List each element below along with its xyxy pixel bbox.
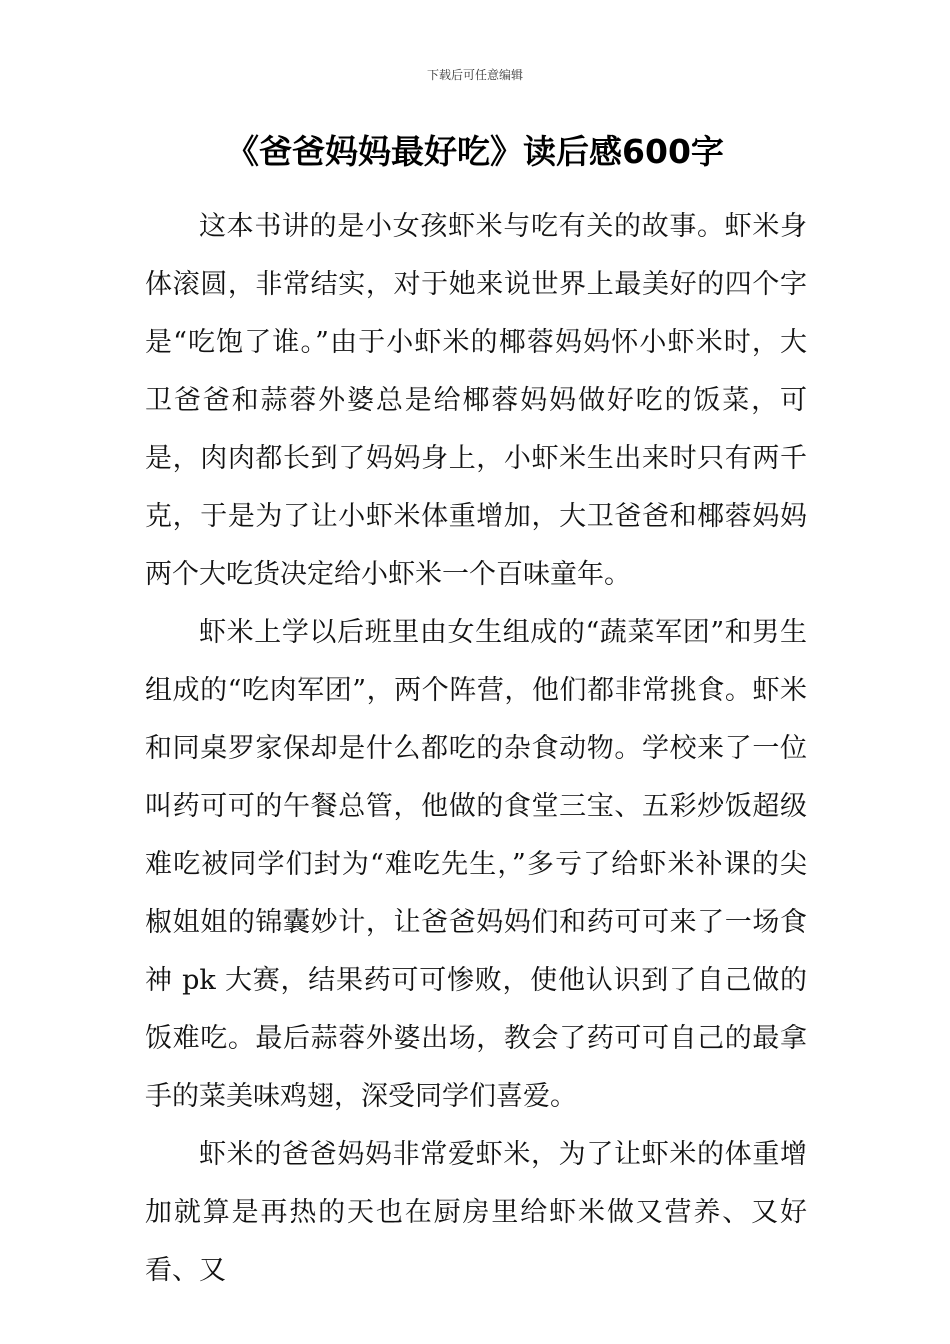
paragraph-3: 虾米的爸爸妈妈非常爱虾米，为了让虾米的体重增加就算是再热的天也在厨房里给虾米做又营养、又好看、又 bbox=[145, 1139, 807, 1286]
header-note: 下载后可任意编辑 bbox=[426, 68, 523, 82]
document-body bbox=[145, 198, 807, 1318]
document-title: 《爸爸妈妈最好吃》读后感600字 bbox=[226, 132, 724, 171]
paragraph-2: 虾米上学以后班里由女生组成的“蔬菜军团”和男生组成的“吃肉军团”，两个阵营，他们都非常挑食。虾米和同桌罗家保却是什么都吃的杂食动物。学校来了一位叫药可可的午餐总管，他做的食堂三宝、五彩炒饭超级难吃被同学们封为“难吃先生，”多亏了给虾米补课的尖椒姐姐的锦囊妙计，让爸爸妈妈们和药可可来了一场食神 pk 大赛，结果药可可惨败，使他认识到了自己做的饭难吃。最后蒜蓉外婆出场，教会了药可可自己的最拿手的菜美味鸡翅，深受同学们喜爱。 bbox=[145, 617, 807, 1112]
paragraph-1: 这本书讲的是小女孩虾米与吃有关的故事。虾米身体滚圆，非常结实，对于她来说世界上最美好的四个字是“吃饱了谁。”由于小虾米的椰蓉妈妈怀小虾米时，大卫爸爸和蒜蓉外婆总是给椰蓉妈妈做好吃的饭菜，可是，肉肉都长到了妈妈身上，小虾米生出来时只有两千克，于是为了让小虾米体重增加，大卫爸爸和椰蓉妈妈两个大吃货决定给小虾米一个百味童年。 bbox=[145, 211, 807, 590]
